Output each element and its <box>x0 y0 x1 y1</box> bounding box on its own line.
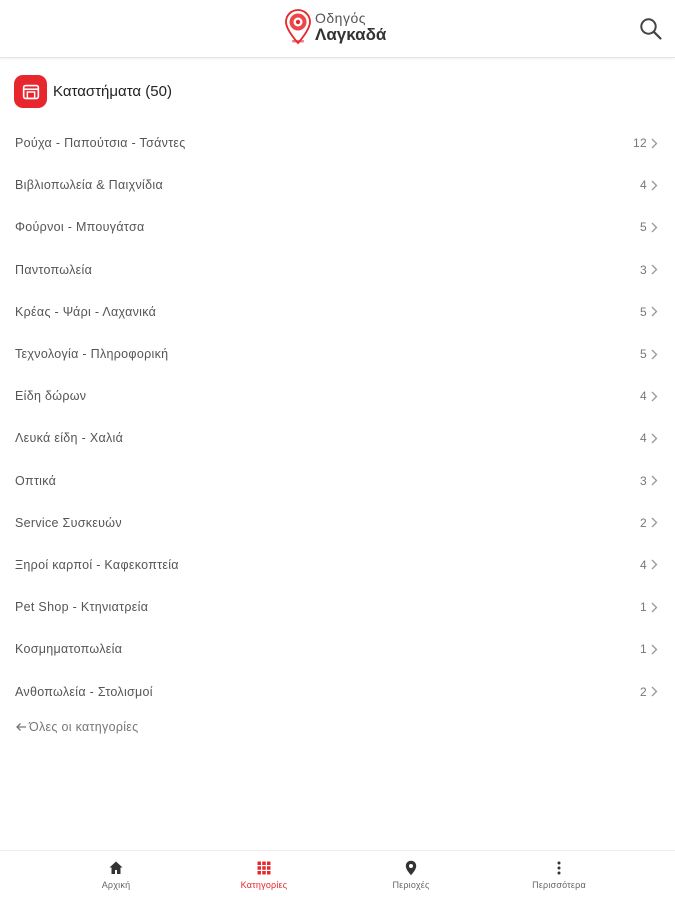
category-label: Τεχνολογία - Πληροφορική <box>15 347 169 362</box>
nav-more[interactable] <box>499 860 619 890</box>
nav-home-label: Αρχική <box>101 880 131 890</box>
logo-title: Λαγκαδά <box>315 25 387 44</box>
bottom-navigation <box>0 850 675 901</box>
nav-areas[interactable] <box>351 860 471 890</box>
nav-categories-label: Κατηγορίες <box>240 880 288 890</box>
category-count: 1 <box>640 600 647 615</box>
chevron-right-icon <box>651 138 658 149</box>
chevron-right-icon <box>651 644 658 655</box>
nav-home[interactable] <box>56 860 176 890</box>
category-label: Service Συσκευών <box>15 515 122 530</box>
category-count: 4 <box>640 557 647 572</box>
category-item[interactable] <box>0 291 675 333</box>
category-item[interactable] <box>0 249 675 291</box>
all-categories-link[interactable] <box>15 720 139 734</box>
app-logo[interactable] <box>284 9 386 45</box>
category-label: Βιβλιοπωλεία & Παιχνίδια <box>15 178 163 193</box>
category-label: Pet Shop - Κτηνιατρεία <box>15 600 149 615</box>
category-item[interactable] <box>0 164 675 206</box>
chevron-right-icon <box>651 475 658 486</box>
arrow-left-icon <box>15 722 27 732</box>
chevron-right-icon <box>651 686 658 697</box>
category-count: 12 <box>633 136 647 151</box>
category-count: 1 <box>640 642 647 657</box>
chevron-right-icon <box>651 180 658 191</box>
chevron-right-icon <box>651 349 658 360</box>
category-item[interactable] <box>0 544 675 586</box>
category-item[interactable] <box>0 333 675 375</box>
category-label: Ρούχα - Παπούτσια - Τσάντες <box>15 136 186 151</box>
category-label: Είδη δώρων <box>15 389 87 404</box>
top-app-bar <box>0 0 675 58</box>
category-item[interactable] <box>0 628 675 670</box>
map-pin-icon <box>403 860 419 876</box>
chevron-right-icon <box>651 222 658 233</box>
nav-areas-label: Περιοχές <box>392 880 430 890</box>
home-icon <box>108 860 124 876</box>
category-item[interactable] <box>0 206 675 248</box>
category-count: 3 <box>640 262 647 277</box>
chevron-right-icon <box>651 602 658 613</box>
category-count: 4 <box>640 389 647 404</box>
chevron-right-icon <box>651 559 658 570</box>
category-count: 5 <box>640 220 647 235</box>
category-count: 5 <box>640 304 647 319</box>
category-item[interactable] <box>0 375 675 417</box>
grid-icon <box>256 860 272 876</box>
search-icon <box>638 16 664 42</box>
category-label: Λευκά είδη - Χαλιά <box>15 431 124 446</box>
category-item[interactable] <box>0 586 675 628</box>
category-label: Οπτικά <box>15 473 57 488</box>
all-categories-label: Όλες οι κατηγορίες <box>29 720 139 734</box>
chevron-right-icon <box>651 517 658 528</box>
section-header <box>14 75 172 108</box>
category-item[interactable] <box>0 122 675 164</box>
category-count: 2 <box>640 684 647 699</box>
chevron-right-icon <box>651 391 658 402</box>
nav-more-label: Περισσότερα <box>532 880 586 890</box>
category-count: 4 <box>640 178 647 193</box>
category-label: Κοσμηματοπωλεία <box>15 642 123 657</box>
category-count: 3 <box>640 473 647 488</box>
category-item[interactable] <box>0 670 675 712</box>
chevron-right-icon <box>651 306 658 317</box>
category-label: Ανθοπωλεία - Στολισμοί <box>15 684 153 699</box>
section-title: Καταστήματα (50) <box>53 83 172 100</box>
category-list <box>0 122 675 713</box>
category-label: Παντοπωλεία <box>15 262 93 277</box>
category-label: Φούρνοι - Μπουγάτσα <box>15 220 145 235</box>
category-count: 5 <box>640 347 647 362</box>
chevron-right-icon <box>651 264 658 275</box>
category-label: Κρέας - Ψάρι - Λαχανικά <box>15 304 157 319</box>
nav-categories[interactable] <box>204 860 324 890</box>
category-count: 2 <box>640 515 647 530</box>
more-vertical-icon <box>551 860 567 876</box>
category-label: Ξηροί καρποί - Καφεκοπτεία <box>15 557 179 572</box>
search-button[interactable] <box>638 16 664 42</box>
chevron-right-icon <box>651 433 658 444</box>
logo-subtitle: Οδηγός <box>315 10 367 26</box>
category-item[interactable] <box>0 460 675 502</box>
category-item[interactable] <box>0 417 675 459</box>
category-count: 4 <box>640 431 647 446</box>
store-icon <box>14 75 47 108</box>
category-item[interactable] <box>0 502 675 544</box>
logo-pin-icon <box>284 9 312 45</box>
